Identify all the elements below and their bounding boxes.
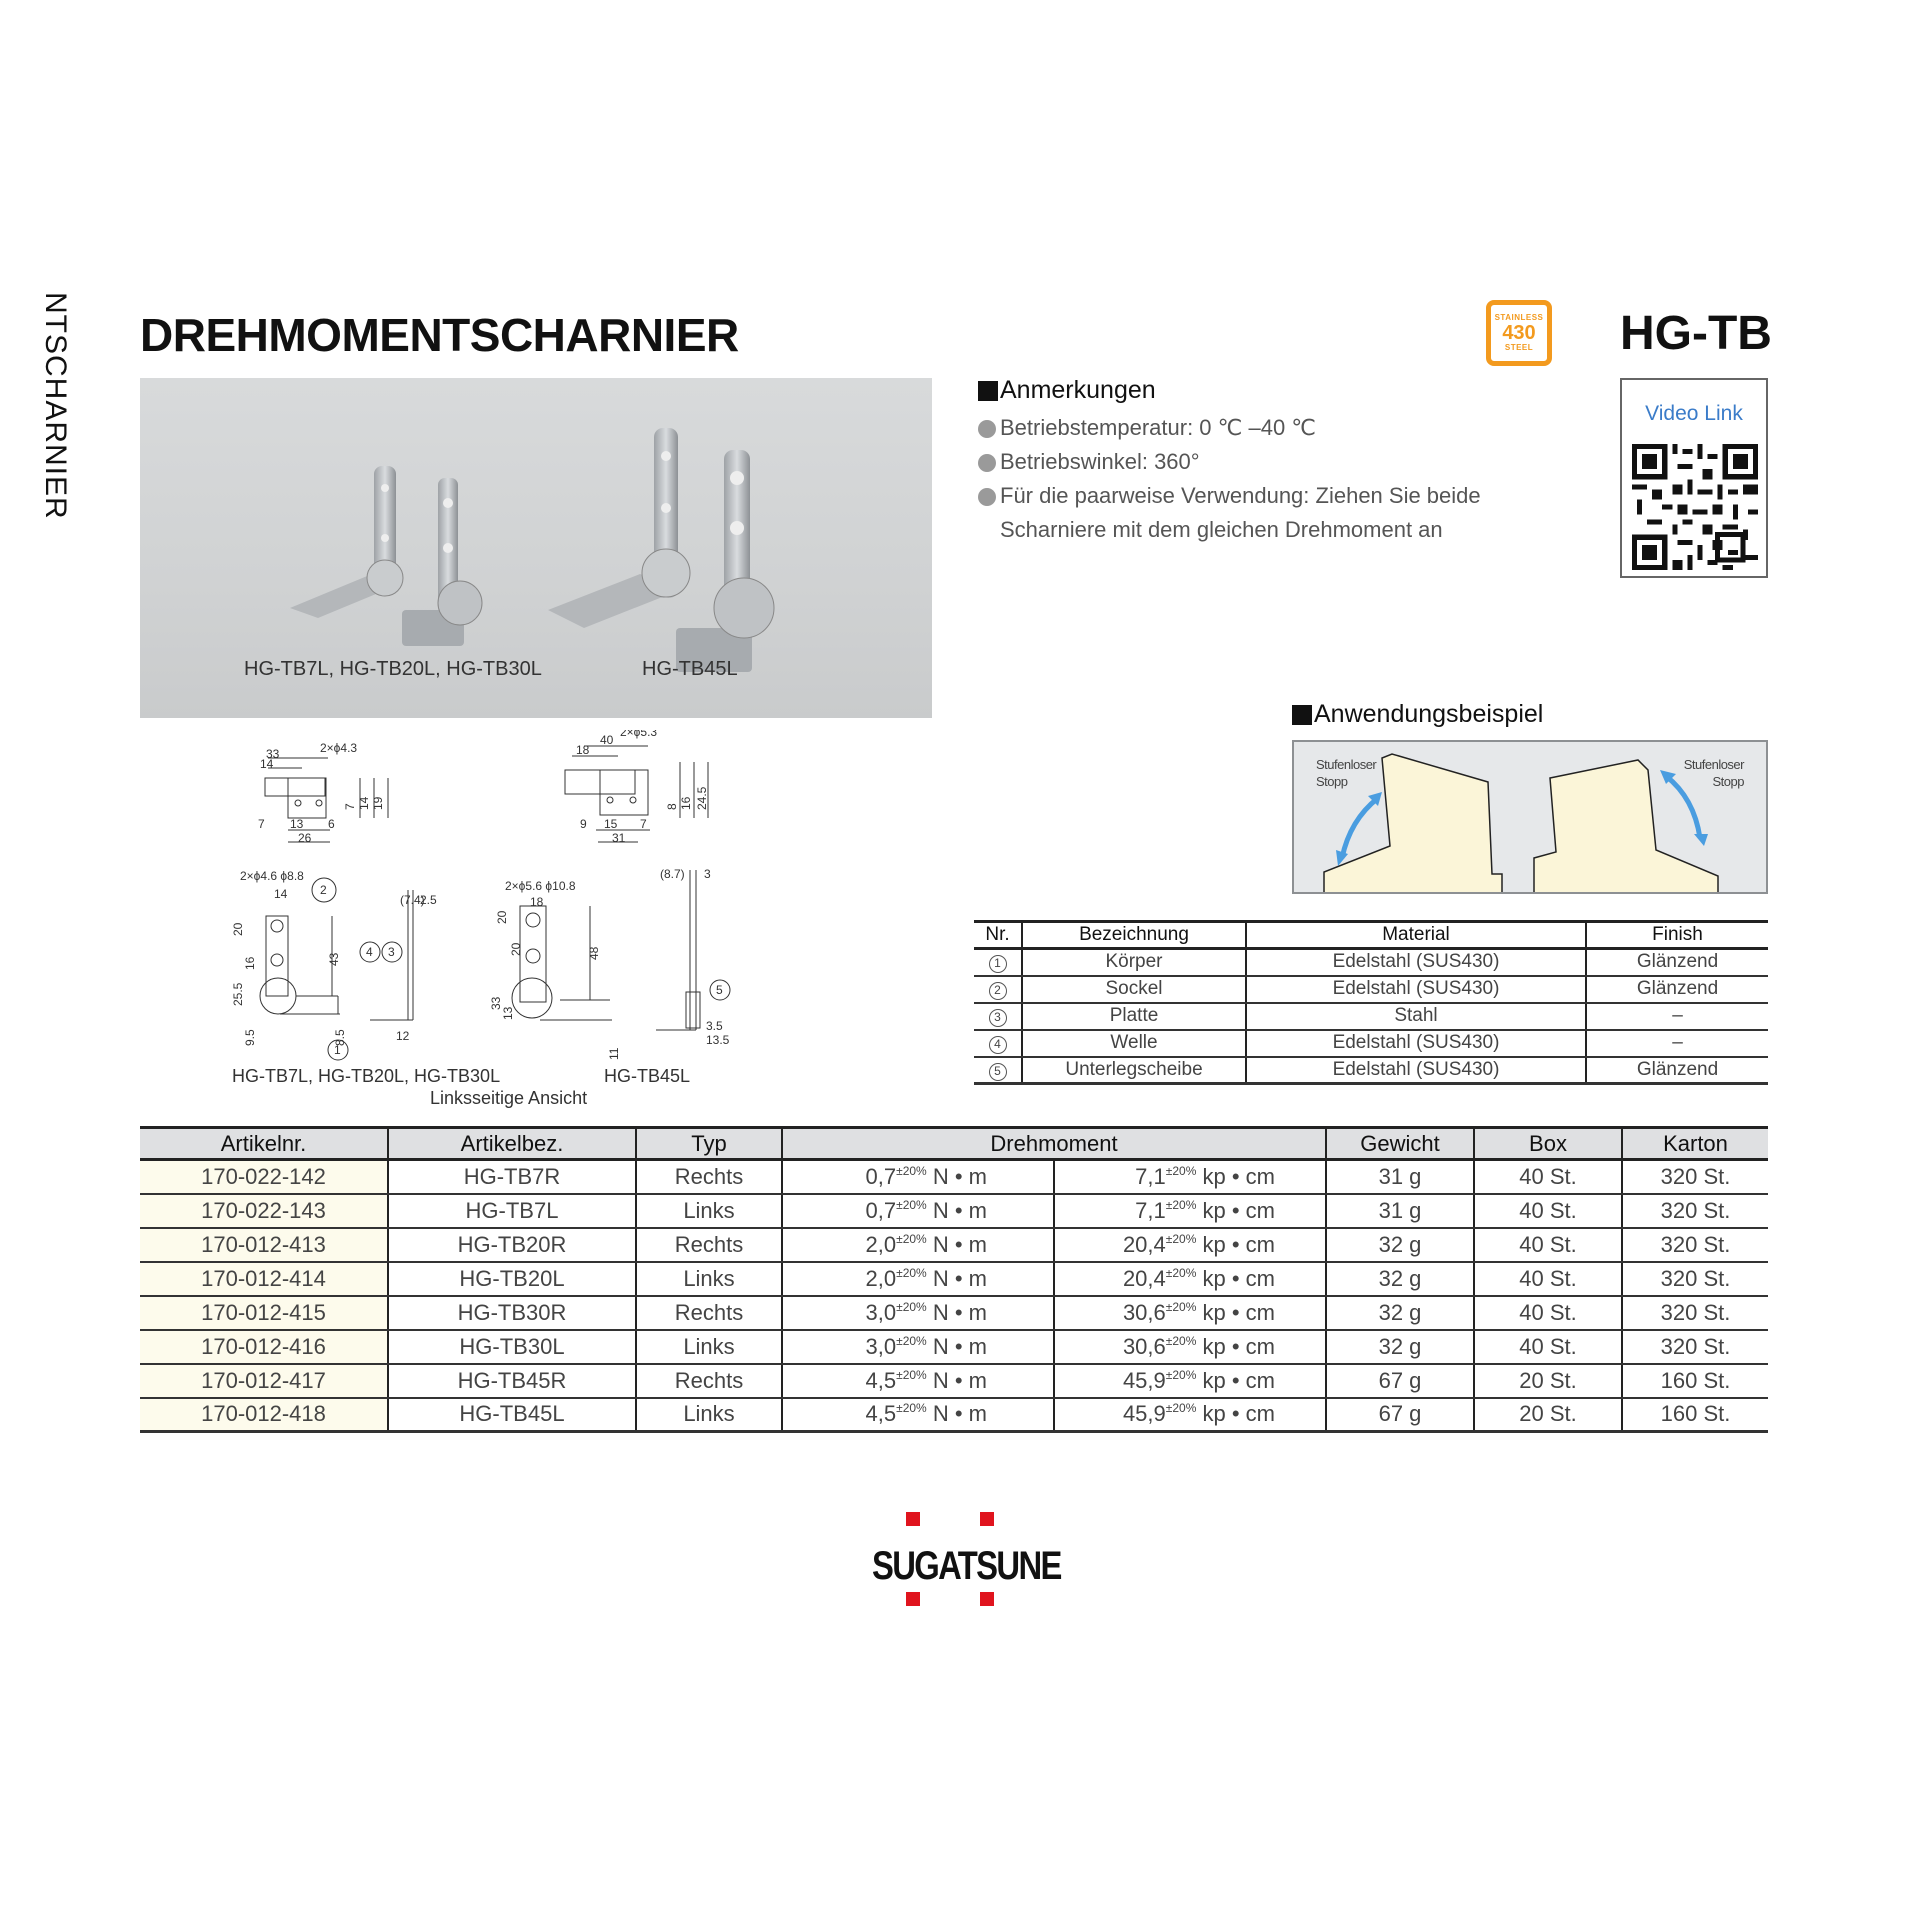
col-header-box: Box xyxy=(1474,1128,1622,1160)
circle-bullet-icon xyxy=(978,420,996,438)
tolerance: ±20% xyxy=(896,1299,927,1314)
tolerance: ±20% xyxy=(896,1401,927,1416)
part-name: Unterlegscheibe xyxy=(1022,1057,1246,1084)
svg-text:19: 19 xyxy=(371,796,385,810)
article-type: Links xyxy=(636,1398,782,1432)
square-bullet-icon xyxy=(978,381,998,401)
note-item xyxy=(978,411,1538,445)
box-qty: 20 St. xyxy=(1474,1398,1622,1432)
part-finish: – xyxy=(1586,1003,1768,1030)
svg-text:14: 14 xyxy=(357,796,371,810)
part-finish: Glänzend xyxy=(1586,976,1768,1003)
video-link-box[interactable] xyxy=(1620,378,1768,578)
svg-text:13: 13 xyxy=(290,817,304,831)
part-material: Edelstahl (SUS430) xyxy=(1246,949,1586,976)
note-text: Betriebstemperatur: 0 ℃ –40 ℃ xyxy=(1000,415,1317,440)
note-item xyxy=(978,445,1538,479)
tolerance: ±20% xyxy=(896,1265,927,1280)
box-qty: 40 St. xyxy=(1474,1160,1622,1194)
karton-qty: 320 St. xyxy=(1622,1228,1768,1262)
part-finish: Glänzend xyxy=(1586,1057,1768,1084)
part-finish: – xyxy=(1586,1030,1768,1057)
circled-number-icon: 3 xyxy=(989,1009,1007,1027)
stainless-430-badge xyxy=(1486,300,1552,366)
svg-text:2×ϕ5.3: 2×ϕ5.3 xyxy=(620,730,658,739)
col-header-typ: Typ xyxy=(636,1128,782,1160)
table-row xyxy=(140,1194,1768,1228)
table-row xyxy=(140,1364,1768,1398)
brand-name: SUGATSUNE xyxy=(872,1544,1061,1588)
svg-text:3.5: 3.5 xyxy=(706,1019,723,1033)
torque-kpcm: $20,4^{\pm 20\%}$ kp • cm xyxy=(1054,1228,1326,1262)
part-number xyxy=(974,1030,1022,1057)
svg-text:16: 16 xyxy=(243,956,257,970)
unit: N • m xyxy=(932,1401,987,1427)
svg-text:48: 48 xyxy=(587,946,601,960)
svg-text:3: 3 xyxy=(704,867,711,881)
photo-caption-small: HG-TB7L, HG-TB20L, HG-TB30L xyxy=(244,658,542,680)
article-type: Links xyxy=(636,1194,782,1228)
photo-caption-large: HG-TB45L xyxy=(642,658,738,680)
svg-text:(8.7): (8.7) xyxy=(660,867,685,881)
table-row xyxy=(974,1057,1768,1084)
weight: 67 g xyxy=(1326,1398,1474,1432)
svg-text:20: 20 xyxy=(509,942,523,956)
tolerance: ±20% xyxy=(1165,1265,1197,1280)
svg-text:26: 26 xyxy=(298,831,312,845)
product-table xyxy=(140,1126,1768,1433)
circled-number-icon: 4 xyxy=(989,1036,1007,1054)
part-finish: Glänzend xyxy=(1586,949,1768,976)
karton-qty: 320 St. xyxy=(1622,1296,1768,1330)
dimension-drawing xyxy=(220,730,840,1110)
col-header-finish: Finish xyxy=(1586,922,1768,949)
torque-kpcm: $45,9^{\pm 20\%}$ kp • cm xyxy=(1054,1364,1326,1398)
svg-text:6: 6 xyxy=(328,817,335,831)
article-name: HG-TB20L xyxy=(388,1262,636,1296)
svg-text:8.5: 8.5 xyxy=(333,1029,347,1046)
svg-text:33: 33 xyxy=(489,996,503,1010)
svg-text:9.5: 9.5 xyxy=(243,1029,257,1046)
svg-text:13: 13 xyxy=(501,1006,515,1020)
col-header-gewicht: Gewicht xyxy=(1326,1128,1474,1160)
svg-text:15: 15 xyxy=(604,817,618,831)
application-heading xyxy=(1292,700,1543,729)
svg-text:14: 14 xyxy=(260,757,274,771)
tolerance: ±20% xyxy=(1165,1163,1197,1178)
product-photo xyxy=(140,378,932,718)
notes-heading-text: Anmerkungen xyxy=(1000,376,1156,404)
video-link-label[interactable]: Video Link xyxy=(1645,402,1743,425)
box-qty: 40 St. xyxy=(1474,1296,1622,1330)
logo-red-square-icon xyxy=(906,1512,920,1526)
notes-section xyxy=(978,376,1538,547)
torque-nm: $4,5^{\pm 20\%}$ N • m xyxy=(782,1398,1054,1432)
weight: 67 g xyxy=(1326,1364,1474,1398)
unit: kp • cm xyxy=(1202,1401,1275,1427)
torque-nm: $2,0^{\pm 20\%}$ N • m xyxy=(782,1228,1054,1262)
article-type: Rechts xyxy=(636,1228,782,1262)
circle-bullet-icon xyxy=(978,454,996,472)
circled-number-icon: 1 xyxy=(989,955,1007,973)
svg-text:33: 33 xyxy=(266,747,280,761)
part-material: Edelstahl (SUS430) xyxy=(1246,1057,1586,1084)
page-title: DREHMOMENTSCHARNIER xyxy=(140,309,739,361)
technical-drawings xyxy=(220,730,840,1110)
article-number: 170-022-142 xyxy=(140,1160,388,1194)
torque-nm: $3,0^{\pm 20\%}$ N • m xyxy=(782,1296,1054,1330)
col-header-artikelnr: Artikelnr. xyxy=(140,1128,388,1160)
unit: kp • cm xyxy=(1202,1197,1275,1223)
svg-text:3: 3 xyxy=(388,945,395,959)
svg-text:7: 7 xyxy=(258,817,265,831)
torque-nm: $0,7^{\pm 20\%}$ N • m xyxy=(782,1194,1054,1228)
tolerance: ±20% xyxy=(1165,1299,1197,1314)
drawing-caption-view: Linksseitige Ansicht xyxy=(430,1088,588,1108)
weight: 32 g xyxy=(1326,1296,1474,1330)
article-name: HG-TB45R xyxy=(388,1364,636,1398)
svg-text:25.5: 25.5 xyxy=(231,982,245,1006)
box-qty: 40 St. xyxy=(1474,1330,1622,1364)
part-name: Platte xyxy=(1022,1003,1246,1030)
left-stop-label: Stufenloser Stopp xyxy=(1316,757,1377,789)
parts-table xyxy=(974,920,1768,1085)
right-stop-label: Stufenloser Stopp xyxy=(1683,757,1744,789)
svg-text:5: 5 xyxy=(716,983,723,997)
svg-text:7: 7 xyxy=(343,803,357,810)
drawing-caption-left: HG-TB7L, HG-TB20L, HG-TB30L xyxy=(232,1066,501,1086)
tolerance: ±20% xyxy=(896,1333,927,1348)
note-text: Für die paarweise Verwendung: Ziehen Sie beide Scharniere mit dem gleichen Drehmoment an xyxy=(1000,483,1481,542)
rotation-arrow-icon xyxy=(1342,798,1378,858)
tolerance: ±20% xyxy=(1165,1197,1197,1212)
article-number: 170-012-417 xyxy=(140,1364,388,1398)
svg-text:4: 4 xyxy=(366,945,373,959)
col-header-material: Material xyxy=(1246,922,1586,949)
torque-nm: $0,7^{\pm 20\%}$ N • m xyxy=(782,1160,1054,1194)
circle-bullet-icon xyxy=(978,488,996,506)
tolerance: ±20% xyxy=(1165,1333,1197,1348)
article-name: HG-TB7L xyxy=(388,1194,636,1228)
weight: 31 g xyxy=(1326,1194,1474,1228)
col-header-bezeichnung: Bezeichnung xyxy=(1022,922,1246,949)
square-bullet-icon xyxy=(1292,705,1312,725)
tolerance: ±20% xyxy=(1165,1367,1197,1382)
tolerance: ±20% xyxy=(1165,1401,1197,1416)
svg-text:18: 18 xyxy=(530,895,544,909)
karton-qty: 320 St. xyxy=(1622,1194,1768,1228)
svg-text:18: 18 xyxy=(576,743,590,757)
karton-qty: 320 St. xyxy=(1622,1330,1768,1364)
logo-red-square-icon xyxy=(980,1592,994,1606)
article-number: 170-012-414 xyxy=(140,1262,388,1296)
torque-kpcm: $7,1^{\pm 20\%}$ kp • cm xyxy=(1054,1194,1326,1228)
box-qty: 40 St. xyxy=(1474,1228,1622,1262)
logo-red-square-icon xyxy=(906,1592,920,1606)
unit: N • m xyxy=(932,1367,987,1393)
application-figure xyxy=(1292,740,1768,894)
product-header-row xyxy=(140,1128,1768,1160)
svg-text:43: 43 xyxy=(327,952,341,966)
unit: N • m xyxy=(932,1163,987,1189)
svg-text:(7.4): (7.4) xyxy=(400,893,425,907)
part-material: Edelstahl (SUS430) xyxy=(1246,976,1586,1003)
unit: N • m xyxy=(932,1265,987,1291)
svg-text:8: 8 xyxy=(665,803,679,810)
svg-text:2×ϕ5.6 ϕ10.8: 2×ϕ5.6 ϕ10.8 xyxy=(505,879,576,893)
notes-list xyxy=(978,411,1538,547)
unit: N • m xyxy=(932,1299,987,1325)
part-name: Körper xyxy=(1022,949,1246,976)
side-tab-label: NTSCHARNIER xyxy=(39,292,72,520)
model-code: HG-TB xyxy=(1620,307,1772,360)
circled-number-icon: 2 xyxy=(989,982,1007,1000)
article-number: 170-012-413 xyxy=(140,1228,388,1262)
table-row xyxy=(140,1228,1768,1262)
svg-text:2: 2 xyxy=(320,883,327,897)
torque-nm: $4,5^{\pm 20\%}$ N • m xyxy=(782,1364,1054,1398)
tolerance: ±20% xyxy=(896,1197,927,1212)
tolerance: ±20% xyxy=(1165,1231,1197,1246)
note-item xyxy=(978,479,1538,547)
table-row xyxy=(974,949,1768,976)
unit: N • m xyxy=(932,1197,987,1223)
drawing-caption-right: HG-TB45L xyxy=(604,1066,691,1086)
part-number xyxy=(974,1003,1022,1030)
box-qty: 20 St. xyxy=(1474,1364,1622,1398)
torque-kpcm: $30,6^{\pm 20\%}$ kp • cm xyxy=(1054,1330,1326,1364)
part-number xyxy=(974,949,1022,976)
svg-text:20: 20 xyxy=(495,910,509,924)
article-name: HG-TB30R xyxy=(388,1296,636,1330)
unit: N • m xyxy=(932,1333,987,1359)
karton-qty: 320 St. xyxy=(1622,1160,1768,1194)
tolerance: ±20% xyxy=(896,1163,927,1178)
svg-text:9: 9 xyxy=(580,817,587,831)
karton-qty: 160 St. xyxy=(1622,1364,1768,1398)
col-header-artikelbez: Artikelbez. xyxy=(388,1128,636,1160)
article-type: Links xyxy=(636,1330,782,1364)
unit: kp • cm xyxy=(1202,1265,1275,1291)
weight: 32 g xyxy=(1326,1262,1474,1296)
weight: 32 g xyxy=(1326,1228,1474,1262)
sugatsune-logo xyxy=(866,1508,1061,1618)
part-material: Stahl xyxy=(1246,1003,1586,1030)
notes-heading xyxy=(978,376,1538,405)
unit: kp • cm xyxy=(1202,1333,1275,1359)
box-qty: 40 St. xyxy=(1474,1262,1622,1296)
article-name: HG-TB45L xyxy=(388,1398,636,1432)
table-row xyxy=(140,1262,1768,1296)
unit: kp • cm xyxy=(1202,1299,1275,1325)
svg-text:24.5: 24.5 xyxy=(695,786,709,810)
svg-text:2.5: 2.5 xyxy=(420,893,437,907)
torque-kpcm: $7,1^{\pm 20\%}$ kp • cm xyxy=(1054,1160,1326,1194)
karton-qty: 160 St. xyxy=(1622,1398,1768,1432)
tolerance: ±20% xyxy=(896,1231,927,1246)
svg-text:2×ϕ4.3: 2×ϕ4.3 xyxy=(320,741,358,755)
badge-bottom-text: STEEL xyxy=(1504,343,1534,352)
article-type: Rechts xyxy=(636,1160,782,1194)
table-row xyxy=(140,1296,1768,1330)
logo-red-square-icon xyxy=(980,1512,994,1526)
torque-kpcm: $45,9^{\pm 20\%}$ kp • cm xyxy=(1054,1398,1326,1432)
svg-text:7: 7 xyxy=(640,817,647,831)
qr-code-icon[interactable] xyxy=(1632,444,1758,570)
article-number: 170-012-418 xyxy=(140,1398,388,1432)
torque-kpcm: $20,4^{\pm 20\%}$ kp • cm xyxy=(1054,1262,1326,1296)
weight: 32 g xyxy=(1326,1330,1474,1364)
svg-text:12: 12 xyxy=(396,1029,410,1043)
unit: kp • cm xyxy=(1202,1367,1275,1393)
part-number xyxy=(974,1057,1022,1084)
table-row xyxy=(140,1398,1768,1432)
svg-text:40: 40 xyxy=(600,733,614,747)
article-number: 170-012-416 xyxy=(140,1330,388,1364)
karton-qty: 320 St. xyxy=(1622,1262,1768,1296)
col-header-karton: Karton xyxy=(1622,1128,1768,1160)
article-type: Rechts xyxy=(636,1296,782,1330)
unit: kp • cm xyxy=(1202,1231,1275,1257)
table-row xyxy=(974,1003,1768,1030)
badge-number: 430 xyxy=(1502,322,1536,344)
table-row xyxy=(974,1030,1768,1057)
box-qty: 40 St. xyxy=(1474,1194,1622,1228)
part-name: Welle xyxy=(1022,1030,1246,1057)
circled-number-icon: 5 xyxy=(989,1063,1007,1081)
col-header-drehmoment: Drehmoment xyxy=(782,1128,1326,1160)
torque-kpcm: $30,6^{\pm 20\%}$ kp • cm xyxy=(1054,1296,1326,1330)
application-heading-text: Anwendungsbeispiel xyxy=(1314,700,1544,728)
svg-text:11: 11 xyxy=(607,1047,621,1060)
article-number: 170-022-143 xyxy=(140,1194,388,1228)
article-type: Links xyxy=(636,1262,782,1296)
weight: 31 g xyxy=(1326,1160,1474,1194)
torque-nm: $3,0^{\pm 20\%}$ N • m xyxy=(782,1330,1054,1364)
table-row xyxy=(140,1160,1768,1194)
svg-text:2×ϕ4.6 ϕ8.8: 2×ϕ4.6 ϕ8.8 xyxy=(240,869,304,883)
svg-text:13.5: 13.5 xyxy=(706,1033,730,1047)
col-header-nr: Nr. xyxy=(974,922,1022,949)
tolerance: ±20% xyxy=(896,1367,927,1382)
article-number: 170-012-415 xyxy=(140,1296,388,1330)
part-material: Edelstahl (SUS430) xyxy=(1246,1030,1586,1057)
torque-nm: $2,0^{\pm 20\%}$ N • m xyxy=(782,1262,1054,1296)
svg-text:14: 14 xyxy=(274,887,288,901)
unit: N • m xyxy=(932,1231,987,1257)
table-row xyxy=(140,1330,1768,1364)
unit: kp • cm xyxy=(1202,1163,1275,1189)
note-text: Betriebswinkel: 360° xyxy=(1000,449,1200,474)
badge-top-text: STAINLESS xyxy=(1494,313,1544,322)
table-row xyxy=(974,976,1768,1003)
part-number xyxy=(974,976,1022,1003)
svg-text:16: 16 xyxy=(679,796,693,810)
svg-text:20: 20 xyxy=(231,922,245,936)
parts-header-row xyxy=(974,922,1768,949)
svg-text:31: 31 xyxy=(612,831,626,845)
article-name: HG-TB7R xyxy=(388,1160,636,1194)
part-name: Sockel xyxy=(1022,976,1246,1003)
svg-text:1: 1 xyxy=(334,1043,341,1057)
article-name: HG-TB30L xyxy=(388,1330,636,1364)
article-type: Rechts xyxy=(636,1364,782,1398)
article-name: HG-TB20R xyxy=(388,1228,636,1262)
